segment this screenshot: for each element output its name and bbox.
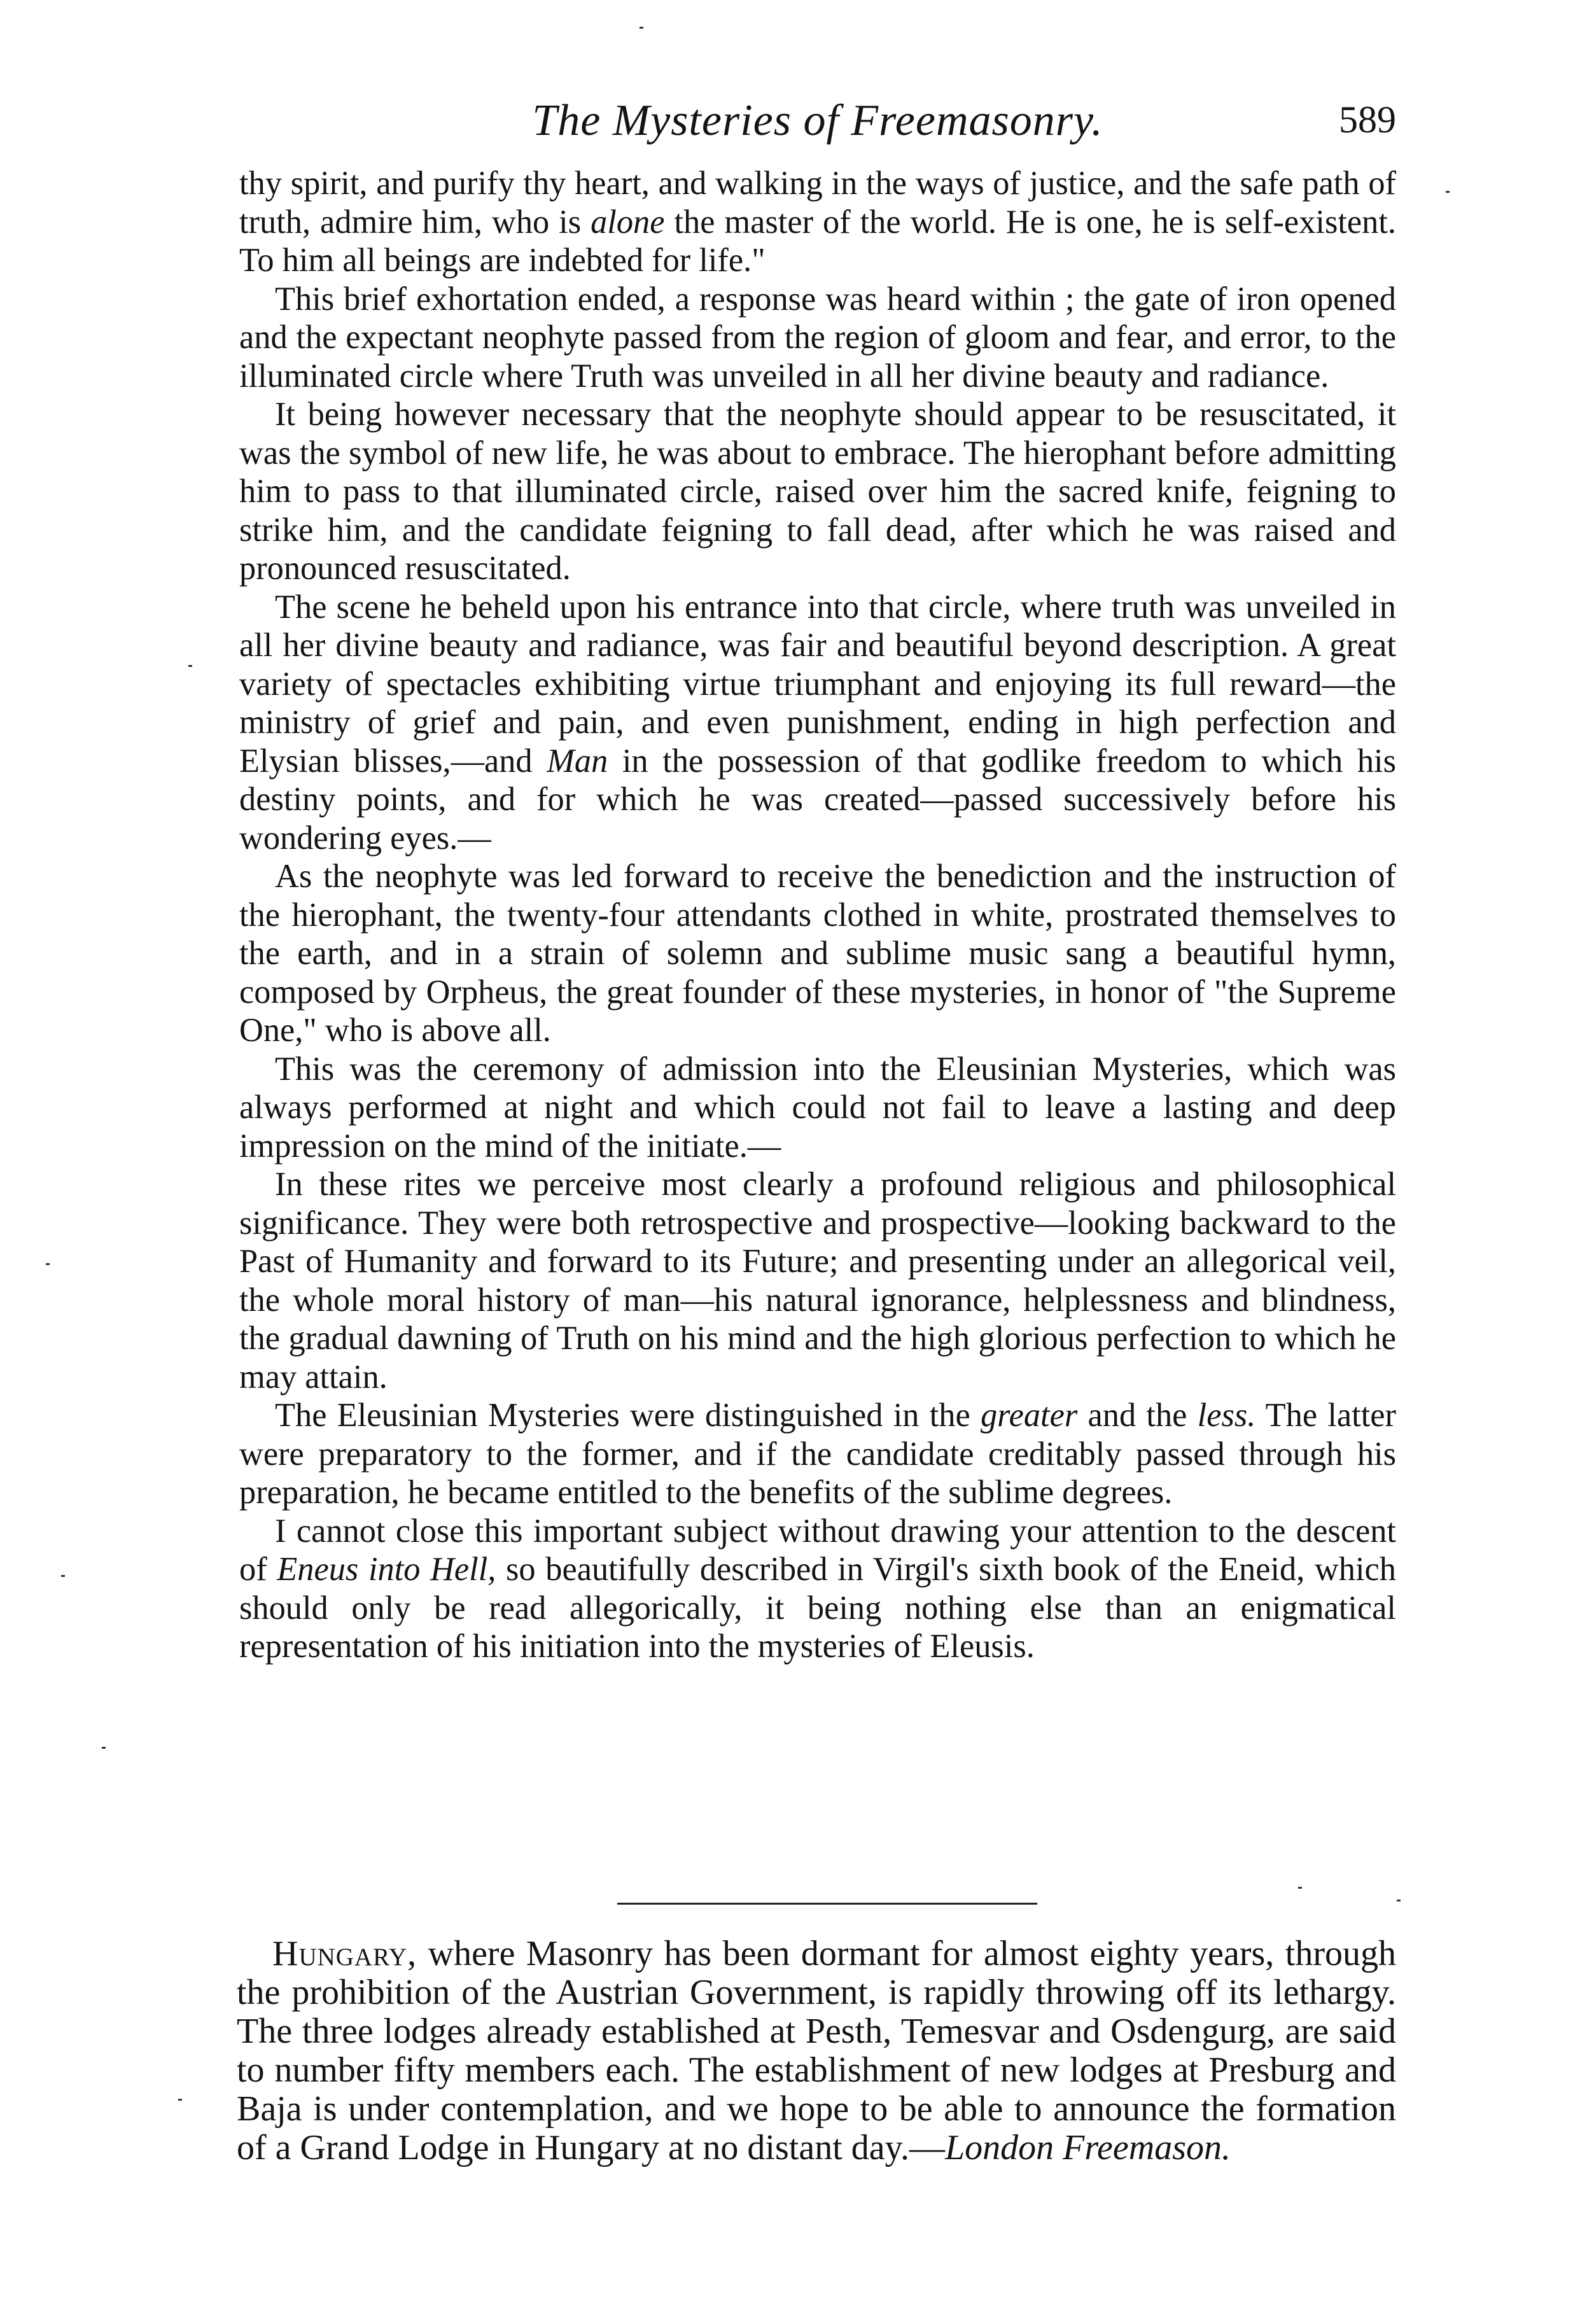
text-span: and the [1077,1397,1198,1434]
text-span: It being however necessary that the neophyte should appear to be resuscitated, it was the symbol of new life, he was about to embrace. The hierophant before admitting him to pass to that illuminated circle, raised over him the sacred knife, feigning to strike him, and the candidate feigning to fall dead, after which he was raised and pronounced resuscitated. [239,396,1396,587]
text-span: The latter were preparatory to the former, and if the candidate creditably passed through his preparation, he became entitled to the benefits of the sublime degrees. [239,1397,1396,1511]
paragraph [239,164,1396,280]
italic-span: alone [591,203,665,241]
paragraph [239,857,1396,1050]
text-span: This brief exhortation ended, a response was heard within ; the gate of iron opened and the expectant neophyte passed from the region of gloom and fear, and error, to the illuminated circle where Truth was unveiled in all her divine beauty and radiance. [239,280,1396,395]
text-span: This was the ceremony of admission into the Eleusinian Mysteries, which was always performed at night and which could not fail to leave a lasting and deep impression on the mind of the initiate.— [239,1050,1396,1165]
paragraph [237,1935,1396,2167]
text-span: As the neophyte was led forward to receive the benediction and the instruction of the hierophant, the twenty-four attendants clothed in white, prostrated themselves to the earth, and in a strain of solemn and sublime music sang a beautiful hymn, composed by Orpheus, the great founder of these mysteries, in honor of "the Supreme One," who is above all. [239,858,1396,1049]
paragraph [239,280,1396,396]
text-span: where Masonry has been dormant for almost eighty years, through the prohibition of the Austrian Government, is rapidly throwing off its lethargy. The three lodges already established at Pesth, Temesvar and Osdengurg, are said to number fifty members each. The establishment of new lodges at Presburg and Baja is under contemplation, and we hope to be able to announce the formation of a Grand Lodge in Hungary at no distant day.— [237,1934,1396,2167]
news-note [237,1935,1396,2167]
text-span: in the possession of that godlike freedom to which his destiny points, and for which he was created—passed successively before his wondering eyes.— [239,742,1396,857]
italic-span: Man [547,742,608,780]
italic-span: less. [1197,1397,1256,1434]
paragraph [239,588,1396,858]
running-head [239,95,1396,153]
italic-span: greater [980,1397,1078,1434]
scan-speck [102,1747,106,1749]
scan-speck [178,2099,182,2101]
text-span: I cannot close this important subject without drawing your attention to the descent of [239,1512,1396,1588]
paragraph [239,1165,1396,1396]
text-span: the master of the world. He is one, he is self-existent. To him all beings are indebted for life." [239,203,1396,279]
scan-speck [61,1575,65,1577]
source-citation: London Freemason. [944,2128,1231,2167]
page-number: 589 [1339,99,1396,141]
scan-speck [1298,1887,1302,1889]
main-text [239,164,1396,1666]
paragraph [239,1512,1396,1666]
section-divider [617,1903,1037,1905]
scan-speck [640,27,643,29]
scan-speck [1397,1900,1401,1901]
paragraph [239,1050,1396,1166]
text-span: The Eleusinian Mysteries were distinguished in the [275,1397,981,1434]
small-caps-lead: Hungary, [272,1934,417,1973]
scan-speck [1446,191,1450,193]
running-title: The Mysteries of Freemasonry. [532,96,1103,145]
italic-span: Eneus into Hell, [277,1551,496,1588]
paragraph [239,395,1396,588]
scan-speck [188,665,192,667]
text-span: so beautifully described in Virgil's sixth book of the Eneid, which should only be read allegorically, it being nothing else than an enigmatical representation of his initiation into the mysteries of Eleusis. [239,1551,1396,1665]
scan-speck [46,1263,50,1265]
paragraph [239,1396,1396,1512]
text-span: thy spirit, and purify thy heart, and walking in the ways of justice, and the safe path of truth, admire him, who is [239,165,1396,241]
text-span: The scene he beheld upon his entrance into that circle, where truth was unveiled in all her divine beauty and radiance, was fair and beautiful beyond description. A great variety of spectacles exhibiting virtue triumphant and enjoying its full reward—the ministry of grief and pain, and even punishment, ending in high perfection and Elysian blisses,—and [239,588,1396,780]
text-span: In these rites we perceive most clearly a profound religious and philosophical significance. They were both retrospective and prospective—looking backward to the Past of Humanity and forward to its Future; and presenting under an allegorical veil, the whole moral history of man—his natural ignorance, helplessness and blindness, the gradual dawning of Truth on his mind and the high glorious perfection to which he may attain. [239,1166,1396,1396]
